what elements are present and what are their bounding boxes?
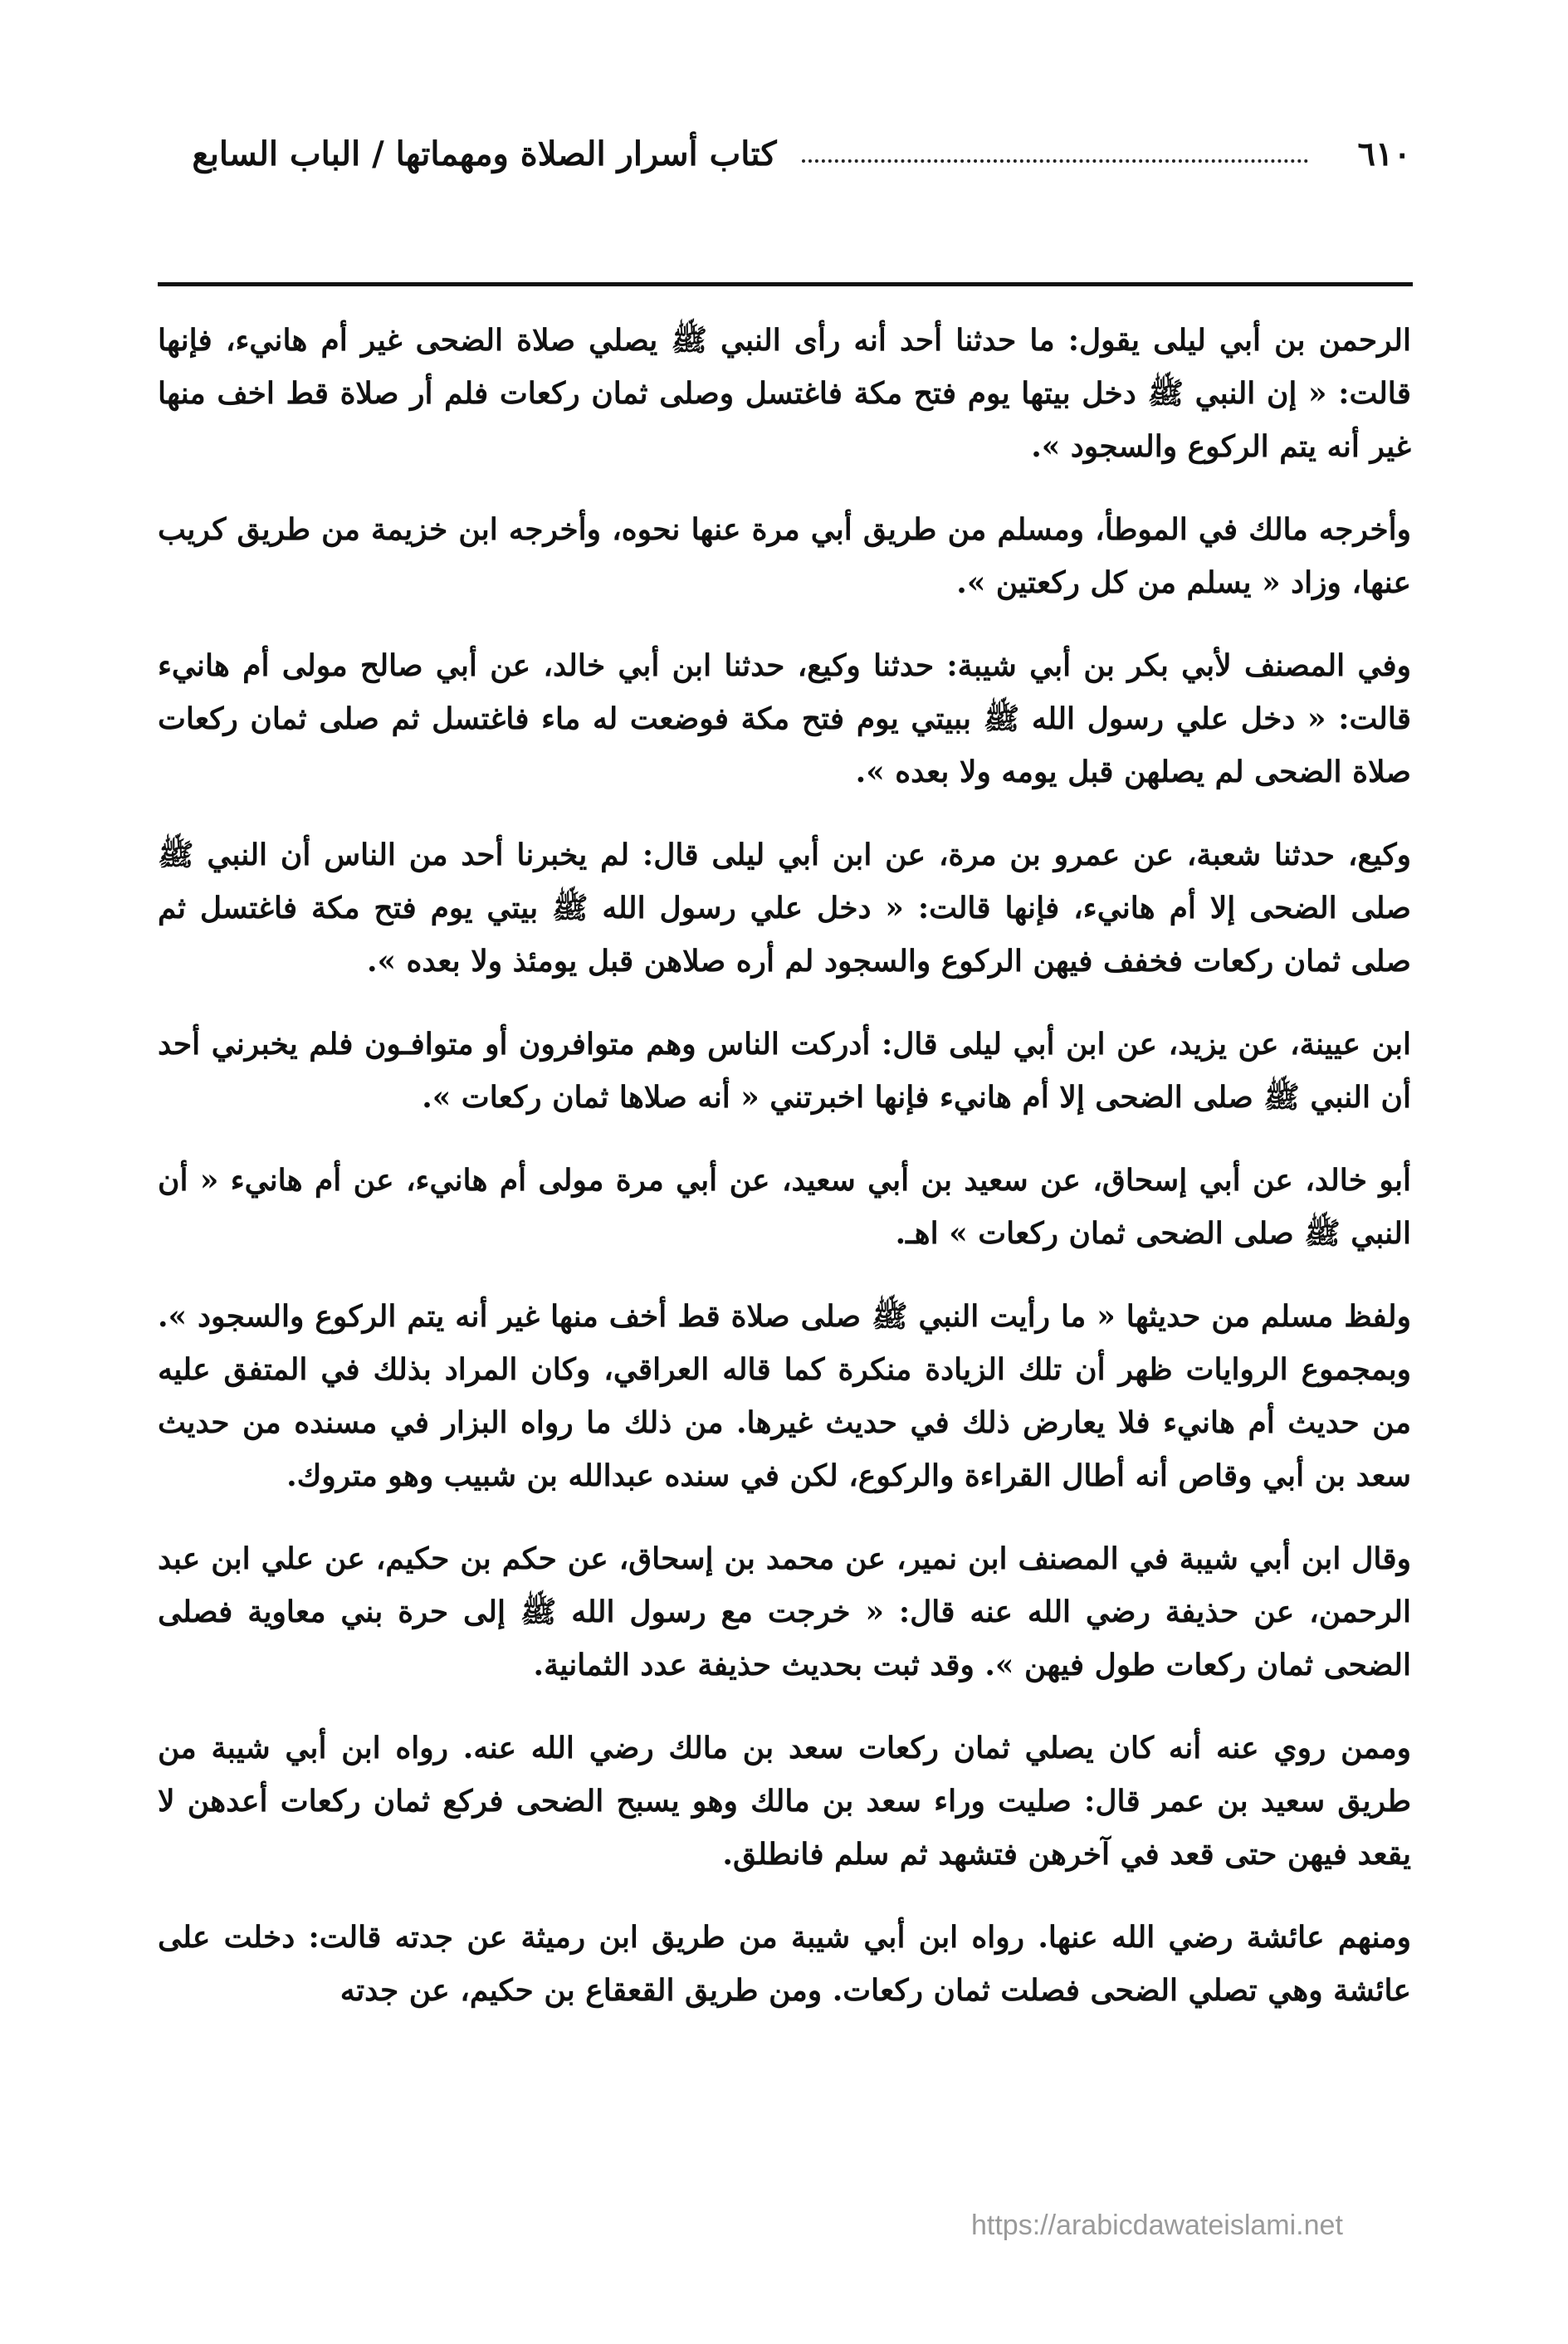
page-number: ٦١٠ (1357, 134, 1411, 173)
paragraph: ومنهم عائشة رضي الله عنها. رواه ابن أبي شيبة من طريق ابن رميثة عن جدته قالت: دخلت على عائشة وهي تصلي الضحى فصلت ثمان ركعات. ومن طريق القعقاع بن حكيم، عن جدته (158, 1920, 1411, 2008)
running-header (158, 125, 1411, 183)
chapter-title: كتاب أسرار الصلاة ومهماتها / الباب السابع (192, 134, 777, 173)
paragraph: أبو خالد، عن أبي إسحاق، عن سعيد بن أبي سعيد، عن أبي مرة مولى أم هانيء، عن أم هانيء « أن النبي ﷺ صلى الضحى ثمان ركعات » اهـ. (158, 1163, 1411, 1251)
page-body (158, 314, 1411, 2047)
paragraph: ابن عيينة، عن يزيد، عن ابن أبي ليلى قال: أدركت الناس وهم متوافرون أو متوافـون فلم يخبرني أحد أن النبي ﷺ صلى الضحى إلا أم هانيء فإنها اخبرتني « أنه صلاها ثمان ركعات ». (158, 1027, 1411, 1115)
paragraph: الرحمن بن أبي ليلى يقول: ما حدثنا أحد أنه رأى النبي ﷺ يصلي صلاة الضحى غير أم هانيء، فإنها قالت: « إن النبي ﷺ دخل بيتها يوم فتح مكة فاغتسل وصلى ثمان ركعات فلم أر صلاة قط اخف منها غير أنه يتم الركوع والسجود ». (158, 323, 1411, 464)
paragraph: وممن روي عنه أنه كان يصلي ثمان ركعات سعد بن مالك رضي الله عنه. رواه ابن أبي شيبة من طريق سعيد بن عمر قال: صليت وراء سعد بن مالك وهو يسبح الضحى فركع ثمان ركعات أعدهن لا يقعد فيهن حتى قعد في آخرهن فتشهد ثم سلم فانطلق. (158, 1731, 1411, 1872)
watermark-url: https://arabicdawateislami.net (971, 2210, 1343, 2241)
header-divider (158, 282, 1413, 286)
leader-dots (802, 159, 1308, 163)
paragraph: وفي المصنف لأبي بكر بن أبي شيبة: حدثنا وكيع، حدثنا ابن أبي خالد، عن أبي صالح مولى أم هانيء قالت: « دخل علي رسول الله ﷺ ببيتي يوم فتح مكة فوضعت له ماء فاغتسل ثم صلى ثمان ركعات صلاة الضحى لم يصلهن قبل يومه ولا بعده ». (158, 648, 1412, 789)
paragraph: وأخرجه مالك في الموطأ، ومسلم من طريق أبي مرة عنها نحوه، وأخرجه ابن خزيمة من طريق كريب عنها، وزاد « يسلم من كل ركعتين ». (158, 512, 1411, 600)
paragraph: وقال ابن أبي شيبة في المصنف ابن نمير، عن محمد بن إسحاق، عن حكم بن حكيم، عن علي ابن عبد الرحمن، عن حذيفة رضي الله عنه قال: « خرجت مع رسول الله ﷺ إلى حرة بني معاوية فصلى الضحى ثمان ركعات طول فيهن ». وقد ثبت بحديث حذيفة عدد الثمانية. (158, 1541, 1411, 1682)
paragraph: ولفظ مسلم من حديثها « ما رأيت النبي ﷺ صلى صلاة قط أخف منها غير أنه يتم الركوع والسجود ». وبمجموع الروايات ظهر أن تلك الزيادة منكرة كما قاله العراقي، وكان المراد بذلك في المتفق عليه من حديث أم هانيء فلا يعارض ذلك في حديث غيرها. من ذلك ما رواه البزار في مسنده من حديث سعد بن أبي وقاص أنه أطال القراءة والركوع، لكن في سنده عبدالله بن شبيب وهو متروك. (158, 1299, 1411, 1493)
paragraph: وكيع، حدثنا شعبة، عن عمرو بن مرة، عن ابن أبي ليلى قال: لم يخبرنا أحد من الناس أن النبي ﷺ صلى الضحى إلا أم هانيء، فإنها قالت: « دخل علي رسول الله ﷺ بيتي يوم فتح مكة فاغتسل ثم صلى ثمان ركعات فخفف فيهن الركوع والسجود لم أره صلاهن قبل يومئذ ولا بعده ». (158, 837, 1411, 979)
